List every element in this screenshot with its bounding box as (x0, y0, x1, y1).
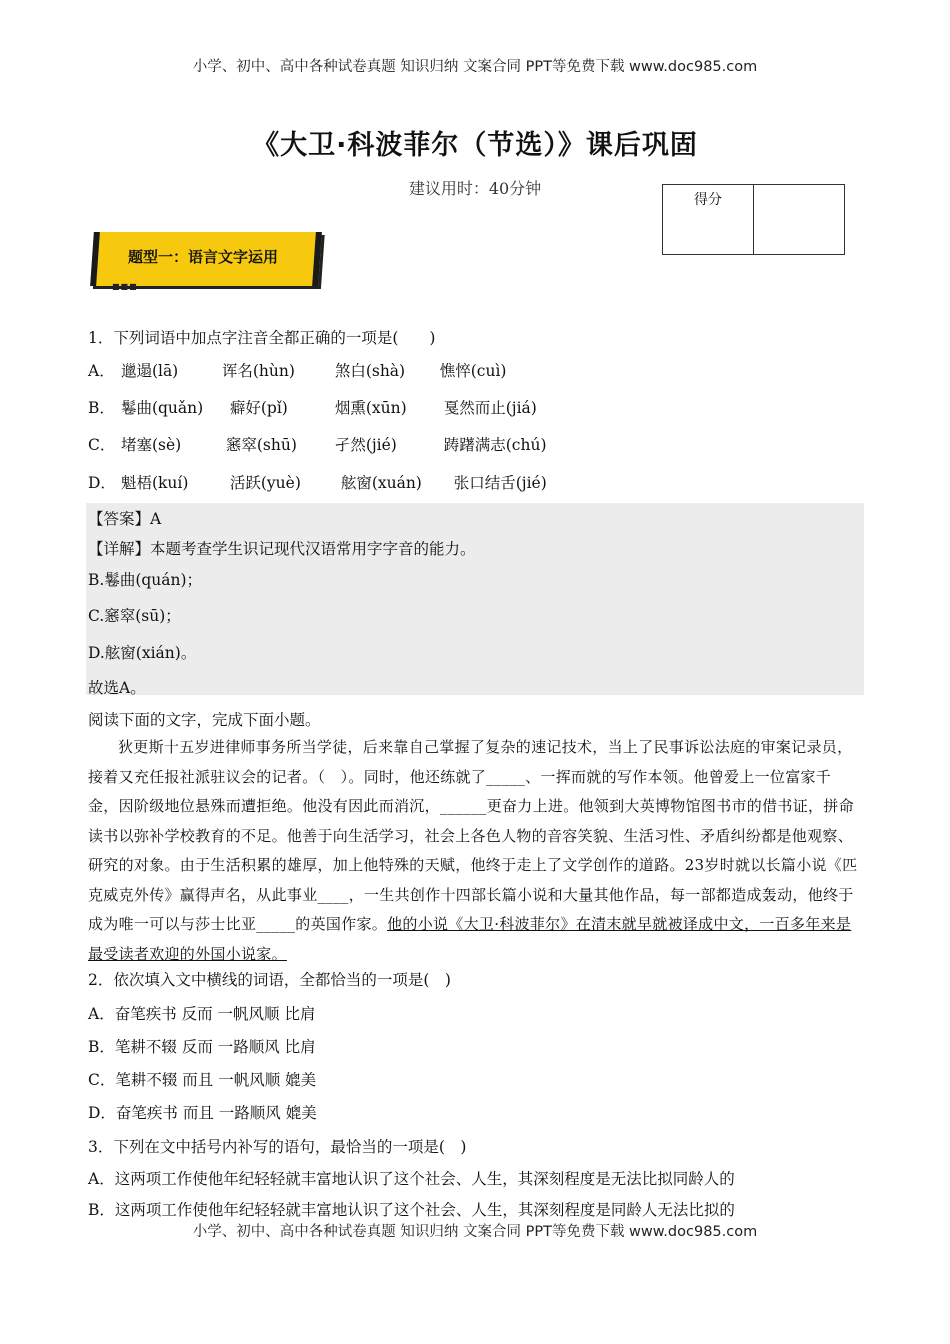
option-item: 鬈曲(quǎn) (120, 399, 204, 417)
score-label: 得分 (663, 185, 754, 254)
suggested-time: 建议用时：40分钟 (408, 179, 542, 198)
q2-stem: 2．依次填入文中横线的词语，全都恰当的一项是( ) (88, 971, 451, 989)
explanation-line: D.舷窗(xián)。 (88, 644, 197, 662)
q1-stem: 1．下列词语中加点字注音全都正确的一项是( ) (88, 329, 436, 347)
explanation-line: B.鬈曲(quán)； (88, 571, 203, 589)
option-item: 魁梧(kuí) (120, 474, 189, 492)
score-value-cell[interactable] (754, 185, 844, 254)
explanation-line: 故选A。 (88, 679, 146, 697)
option-item: 舷窗(xuán) (340, 474, 422, 492)
score-box (662, 184, 845, 255)
option-item: 诨名(hùn) (221, 362, 295, 380)
option-item: 憔悴(cuì) (439, 362, 507, 380)
page-title: 《大卫·科波菲尔（节选）》课后巩固 (252, 130, 698, 161)
section-banner-title: 题型一：语言文字运用 (128, 248, 279, 266)
q1-option-d: D． 魁梧(kuí) 活跃(yuè) 舷窗(xuán) 张口结舌(jié) (88, 471, 547, 493)
q1-option-b: B． 鬈曲(quǎn) 癖好(pǐ) 烟熏(xūn) 戛然而止(jiá) (88, 396, 537, 418)
option-item: 癖好(pǐ) (229, 399, 288, 417)
q2-option-a: A．奋笔疾书 反而 一帆风顺 比肩 (88, 1005, 316, 1023)
underlined-sentence: 他的小说《大卫·科波菲尔》在清末就早就被译成中文，一百多年来是最受读者欢迎的外国小说家。 (88, 915, 852, 963)
option-item: 孑然(jié) (334, 436, 397, 454)
option-item: 烟熏(xūn) (334, 399, 407, 417)
page-footer: 小学、初中、高中各种试卷真题 知识归纳 文案合同 PPT等免费下载 www.doc985.com (192, 1224, 758, 1240)
reading-intro: 阅读下面的文字，完成下面小题。 (88, 711, 321, 729)
page-header: 小学、初中、高中各种试卷真题 知识归纳 文案合同 PPT等免费下载 www.doc985.com (192, 59, 758, 75)
explanation-line: 【详解】本题考查学生识记现代汉语常用字字音的能力。 (88, 540, 476, 558)
answer-panel (86, 503, 864, 695)
answer-line: 【答案】A (88, 510, 162, 528)
q2-option-b: B．笔耕不辍 反而 一路顺风 比肩 (88, 1038, 316, 1056)
option-item: 张口结舌(jié) (453, 474, 547, 492)
q2-option-c: C．笔耕不辍 而且 一帆风顺 媲美 (88, 1071, 317, 1089)
option-item: 煞白(shà) (334, 362, 406, 380)
option-item: 活跃(yuè) (229, 474, 301, 492)
q2-option-d: D．奋笔疾书 而且 一路顺风 媲美 (88, 1104, 317, 1122)
option-item: 窸窣(shū) (225, 436, 297, 454)
option-item: 邋遢(lā) (120, 362, 179, 380)
option-item: 踌躇满志(chú) (443, 436, 547, 454)
q3-option-b: B．这两项工作使他年纪轻轻就丰富地认识了这个社会、人生，其深刻程度是同龄人无法比拟的 (88, 1201, 735, 1219)
q1-option-c: C． 堵塞(sè) 窸窣(shū) 孑然(jié) 踌躇满志(chú) (88, 433, 547, 455)
q3-stem: 3．下列在文中括号内补写的语句，最恰当的一项是( ) (88, 1138, 467, 1156)
q3-option-a: A．这两项工作使他年纪轻轻就丰富地认识了这个社会、人生，其深刻程度是无法比拟同龄人的 (88, 1170, 735, 1188)
reading-passage: 狄更斯十五岁进律师事务所当学徒，后来靠自己掌握了复杂的速记技术，当上了民事诉讼法庭的审案记录员，接着又充任报社派驻议会的记者。（ ）。同时，他还练就了_____、一挥而就的写作本领。他曾爱上一位富家千金，因阶级地位悬殊而遭拒绝。他没有因此而消沉，______更奋力上进。他领到大英博物馆图书市的借书证，拼命读书以弥补学校教育的不足。他善于向生活学习，社会上各色人物的音容笑貌、生活习性、矛盾纠纷都是他观察、研究的对象。由于生活积累的雄厚，加上他特殊的天赋，他终于走上了文学创作的道路。23岁时就以长篇小说《匹克威克外传》赢得声名，从此事业____，一生共创作十四部长篇小说和大量其他作品，每一部都造成轰动，他终于成为唯一可以与莎士比亚_____的英国作家。他的小说《大卫·科波菲尔》在清末就早就被译成中文，一百多年来是最受读者欢迎的外国小说家。 (88, 738, 858, 963)
banner-decoration: ■■■ (112, 282, 138, 291)
option-item: 戛然而止(jiá) (443, 399, 537, 417)
option-item: 堵塞(sè) (120, 436, 182, 454)
q1-option-a: A． 邋遢(lā) 诨名(hùn) 煞白(shà) 憔悴(cuì) (88, 359, 506, 381)
explanation-line: C.窸窣(sū)； (88, 607, 181, 625)
